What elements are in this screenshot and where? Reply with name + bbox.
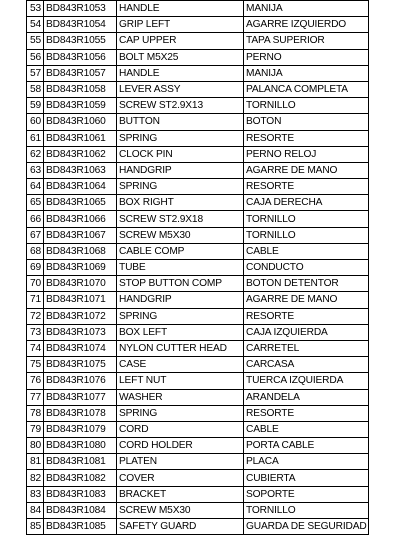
item-number-cell: 75 <box>27 357 44 373</box>
english-name-cell: COVER <box>117 470 244 486</box>
spanish-name-cell: CAJA IZQUIERDA <box>244 324 369 340</box>
item-number-cell: 58 <box>27 81 44 97</box>
spanish-name-cell: CONDUCTO <box>244 260 369 276</box>
part-code-cell: BD843R1074 <box>44 340 117 356</box>
table-row <box>27 357 369 373</box>
table-row <box>27 373 369 389</box>
table-row <box>27 65 369 81</box>
english-name-cell: NYLON CUTTER HEAD <box>117 340 244 356</box>
spanish-name-cell: CARRETEL <box>244 340 369 356</box>
spanish-name-cell: AGARRE DE MANO <box>244 162 369 178</box>
english-name-cell: SPRING <box>117 130 244 146</box>
spanish-name-cell: AGARRE IZQUIERDO <box>244 17 369 33</box>
english-name-cell: BOX LEFT <box>117 324 244 340</box>
item-number-cell: 62 <box>27 146 44 162</box>
english-name-cell: TUBE <box>117 260 244 276</box>
part-code-cell: BD843R1053 <box>44 1 117 17</box>
part-code-cell: BD843R1078 <box>44 405 117 421</box>
spanish-name-cell: TORNILLO <box>244 211 369 227</box>
part-code-cell: BD843R1070 <box>44 276 117 292</box>
english-name-cell: CORD HOLDER <box>117 438 244 454</box>
part-code-cell: BD843R1061 <box>44 130 117 146</box>
english-name-cell: SCREW ST2.9X18 <box>117 211 244 227</box>
english-name-cell: LEVER ASSY <box>117 81 244 97</box>
spanish-name-cell: SOPORTE <box>244 486 369 502</box>
item-number-cell: 68 <box>27 243 44 259</box>
spanish-name-cell: CAJA DERECHA <box>244 195 369 211</box>
table-row <box>27 49 369 65</box>
table-row <box>27 211 369 227</box>
table-row <box>27 195 369 211</box>
table-row <box>27 470 369 486</box>
part-code-cell: BD843R1085 <box>44 519 117 535</box>
part-code-cell: BD843R1076 <box>44 373 117 389</box>
item-number-cell: 66 <box>27 211 44 227</box>
english-name-cell: WASHER <box>117 389 244 405</box>
english-name-cell: BRACKET <box>117 486 244 502</box>
spanish-name-cell: PERNO RELOJ <box>244 146 369 162</box>
item-number-cell: 60 <box>27 114 44 130</box>
english-name-cell: CABLE COMP <box>117 243 244 259</box>
part-code-cell: BD843R1054 <box>44 17 117 33</box>
spanish-name-cell: TORNILLO <box>244 227 369 243</box>
spanish-name-cell: AGARRE DE MANO <box>244 292 369 308</box>
table-row <box>27 98 369 114</box>
item-number-cell: 56 <box>27 49 44 65</box>
table-row <box>27 114 369 130</box>
spanish-name-cell: PORTA CABLE <box>244 438 369 454</box>
part-code-cell: BD843R1064 <box>44 179 117 195</box>
part-code-cell: BD843R1069 <box>44 260 117 276</box>
spanish-name-cell: PERNO <box>244 49 369 65</box>
english-name-cell: BUTTON <box>117 114 244 130</box>
part-code-cell: BD843R1083 <box>44 486 117 502</box>
item-number-cell: 73 <box>27 324 44 340</box>
english-name-cell: HANDLE <box>117 1 244 17</box>
english-name-cell: PLATEN <box>117 454 244 470</box>
table-row <box>27 389 369 405</box>
item-number-cell: 82 <box>27 470 44 486</box>
english-name-cell: CASE <box>117 357 244 373</box>
english-name-cell: SPRING <box>117 179 244 195</box>
table-row <box>27 519 369 535</box>
part-code-cell: BD843R1077 <box>44 389 117 405</box>
spanish-name-cell: CUBIERTA <box>244 470 369 486</box>
parts-table-body <box>27 1 369 535</box>
table-row <box>27 438 369 454</box>
table-row <box>27 405 369 421</box>
spanish-name-cell: CABLE <box>244 421 369 437</box>
table-row <box>27 276 369 292</box>
table-row <box>27 486 369 502</box>
part-code-cell: BD843R1055 <box>44 33 117 49</box>
item-number-cell: 83 <box>27 486 44 502</box>
table-row <box>27 324 369 340</box>
table-row <box>27 308 369 324</box>
english-name-cell: HANDLE <box>117 65 244 81</box>
item-number-cell: 59 <box>27 98 44 114</box>
item-number-cell: 85 <box>27 519 44 535</box>
spanish-name-cell: PALANCA COMPLETA <box>244 81 369 97</box>
table-row <box>27 179 369 195</box>
english-name-cell: BOLT M5X25 <box>117 49 244 65</box>
item-number-cell: 72 <box>27 308 44 324</box>
table-row <box>27 17 369 33</box>
english-name-cell: SAFETY GUARD <box>117 519 244 535</box>
spanish-name-cell: TAPA SUPERIOR <box>244 33 369 49</box>
part-code-cell: BD843R1057 <box>44 65 117 81</box>
item-number-cell: 79 <box>27 421 44 437</box>
spanish-name-cell: MANIJA <box>244 65 369 81</box>
english-name-cell: CLOCK PIN <box>117 146 244 162</box>
part-code-cell: BD843R1081 <box>44 454 117 470</box>
spanish-name-cell: TUERCA IZQUIERDA <box>244 373 369 389</box>
part-code-cell: BD843R1067 <box>44 227 117 243</box>
item-number-cell: 81 <box>27 454 44 470</box>
part-code-cell: BD843R1079 <box>44 421 117 437</box>
table-row <box>27 260 369 276</box>
item-number-cell: 64 <box>27 179 44 195</box>
item-number-cell: 57 <box>27 65 44 81</box>
part-code-cell: BD843R1056 <box>44 49 117 65</box>
item-number-cell: 80 <box>27 438 44 454</box>
part-code-cell: BD843R1060 <box>44 114 117 130</box>
table-row <box>27 81 369 97</box>
part-code-cell: BD843R1065 <box>44 195 117 211</box>
spanish-name-cell: CARCASA <box>244 357 369 373</box>
part-code-cell: BD843R1066 <box>44 211 117 227</box>
spanish-name-cell: CABLE <box>244 243 369 259</box>
item-number-cell: 63 <box>27 162 44 178</box>
part-code-cell: BD843R1072 <box>44 308 117 324</box>
english-name-cell: LEFT NUT <box>117 373 244 389</box>
item-number-cell: 53 <box>27 1 44 17</box>
table-row <box>27 454 369 470</box>
spanish-name-cell: TORNILLO <box>244 502 369 518</box>
spanish-name-cell: PLACA <box>244 454 369 470</box>
spanish-name-cell: TORNILLO <box>244 98 369 114</box>
spanish-name-cell: MANIJA <box>244 1 369 17</box>
table-row <box>27 130 369 146</box>
spanish-name-cell: ARANDELA <box>244 389 369 405</box>
part-code-cell: BD843R1063 <box>44 162 117 178</box>
english-name-cell: CORD <box>117 421 244 437</box>
part-code-cell: BD843R1080 <box>44 438 117 454</box>
english-name-cell: SPRING <box>117 405 244 421</box>
english-name-cell: GRIP LEFT <box>117 17 244 33</box>
spanish-name-cell: RESORTE <box>244 179 369 195</box>
table-row <box>27 227 369 243</box>
english-name-cell: HANDGRIP <box>117 162 244 178</box>
item-number-cell: 84 <box>27 502 44 518</box>
table-row <box>27 340 369 356</box>
spanish-name-cell: RESORTE <box>244 405 369 421</box>
spanish-name-cell: BOTON DETENTOR <box>244 276 369 292</box>
part-code-cell: BD843R1068 <box>44 243 117 259</box>
item-number-cell: 77 <box>27 389 44 405</box>
item-number-cell: 61 <box>27 130 44 146</box>
item-number-cell: 76 <box>27 373 44 389</box>
part-code-cell: BD843R1084 <box>44 502 117 518</box>
spanish-name-cell: RESORTE <box>244 308 369 324</box>
english-name-cell: SCREW M5X30 <box>117 227 244 243</box>
spanish-name-cell: RESORTE <box>244 130 369 146</box>
item-number-cell: 78 <box>27 405 44 421</box>
table-row <box>27 292 369 308</box>
item-number-cell: 65 <box>27 195 44 211</box>
part-code-cell: BD843R1082 <box>44 470 117 486</box>
spanish-name-cell: BOTON <box>244 114 369 130</box>
table-row <box>27 1 369 17</box>
part-code-cell: BD843R1075 <box>44 357 117 373</box>
english-name-cell: BOX RIGHT <box>117 195 244 211</box>
english-name-cell: CAP UPPER <box>117 33 244 49</box>
part-code-cell: BD843R1071 <box>44 292 117 308</box>
part-code-cell: BD843R1058 <box>44 81 117 97</box>
item-number-cell: 69 <box>27 260 44 276</box>
table-row <box>27 421 369 437</box>
english-name-cell: STOP BUTTON COMP <box>117 276 244 292</box>
item-number-cell: 55 <box>27 33 44 49</box>
table-row <box>27 243 369 259</box>
part-code-cell: BD843R1059 <box>44 98 117 114</box>
item-number-cell: 70 <box>27 276 44 292</box>
item-number-cell: 67 <box>27 227 44 243</box>
english-name-cell: SCREW M5X30 <box>117 502 244 518</box>
english-name-cell: SCREW ST2.9X13 <box>117 98 244 114</box>
english-name-cell: HANDGRIP <box>117 292 244 308</box>
english-name-cell: SPRING <box>117 308 244 324</box>
table-row <box>27 146 369 162</box>
part-code-cell: BD843R1073 <box>44 324 117 340</box>
item-number-cell: 54 <box>27 17 44 33</box>
part-code-cell: BD843R1062 <box>44 146 117 162</box>
table-row <box>27 162 369 178</box>
item-number-cell: 74 <box>27 340 44 356</box>
parts-table <box>26 0 369 535</box>
table-row <box>27 33 369 49</box>
table-row <box>27 502 369 518</box>
spanish-name-cell: GUARDA DE SEGURIDAD <box>244 519 369 535</box>
item-number-cell: 71 <box>27 292 44 308</box>
